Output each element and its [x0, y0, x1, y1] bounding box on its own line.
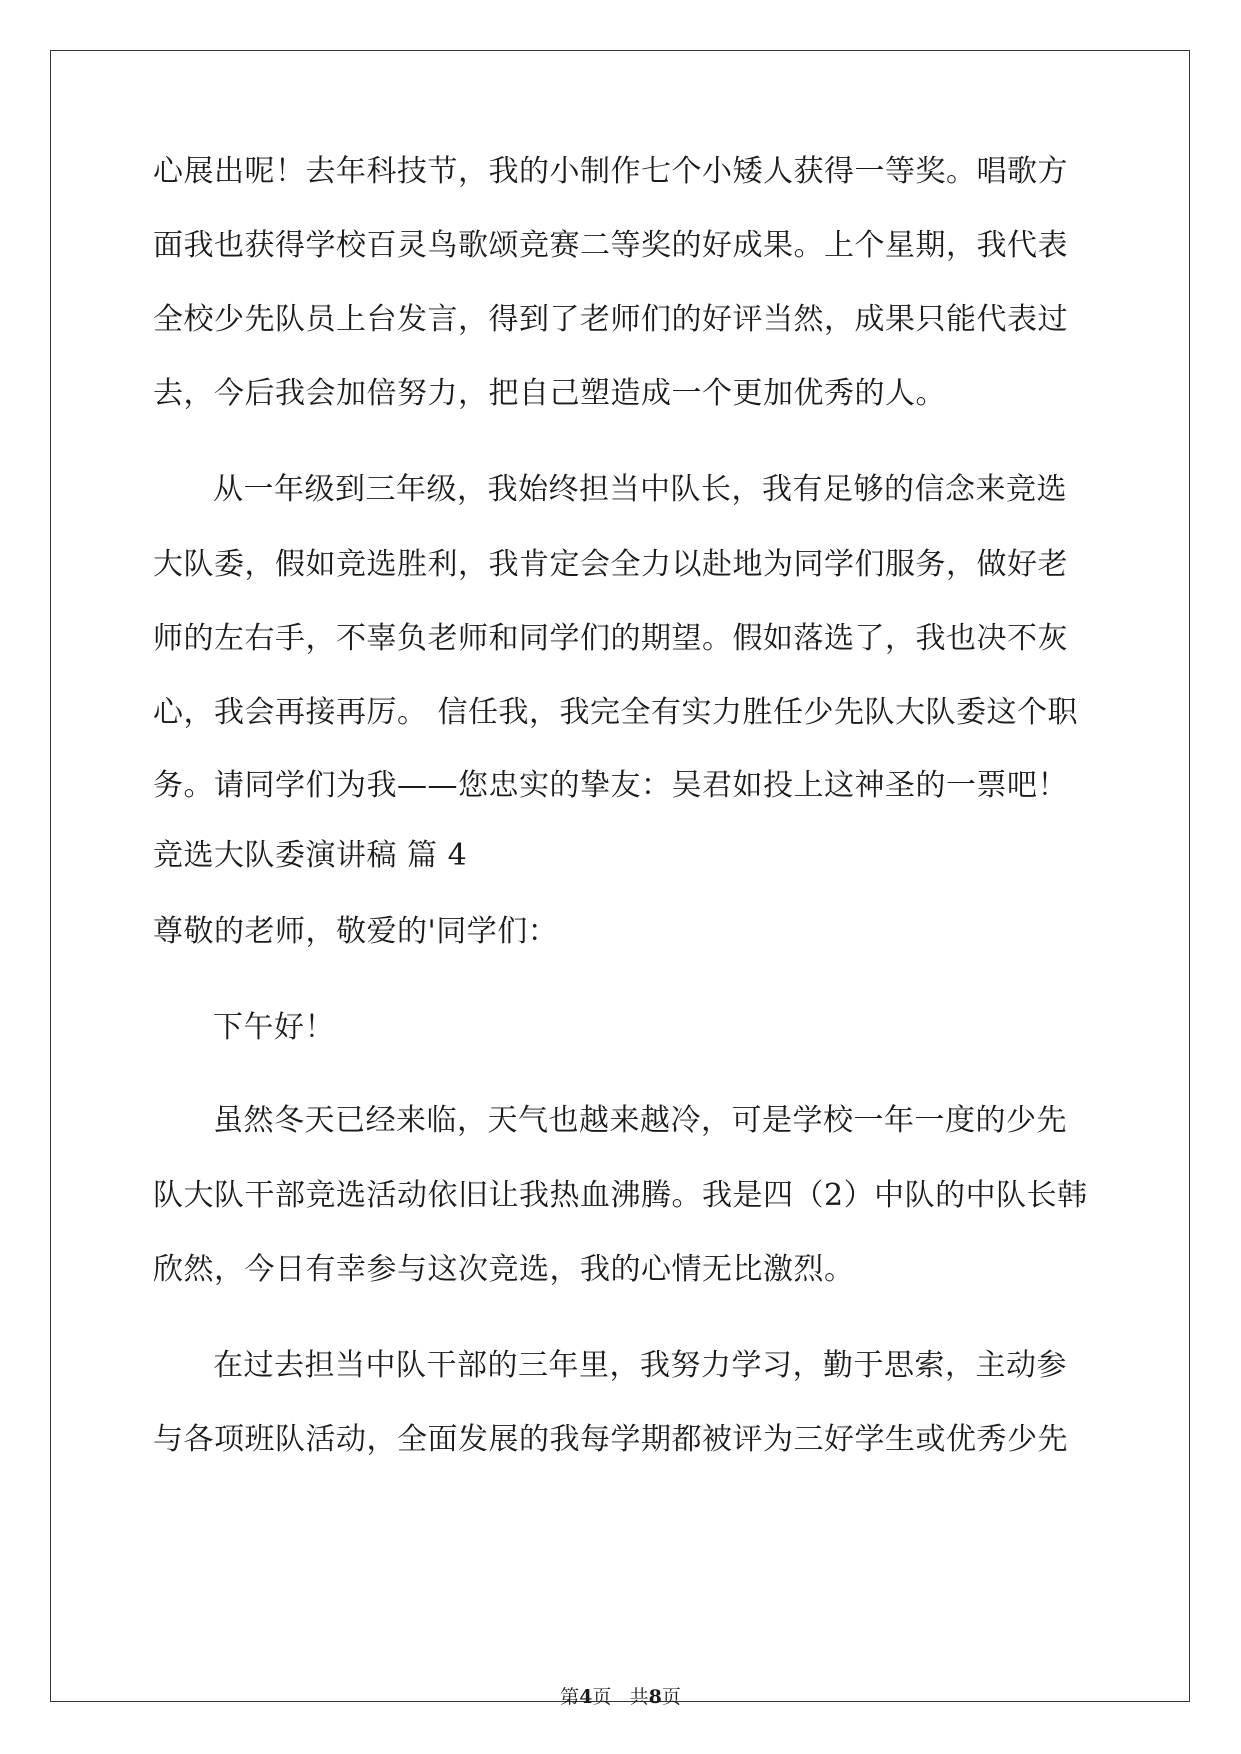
paragraph-line: 从一年级到三年级，我始终担当中队长，我有足够的信念来竞选 [213, 472, 1067, 507]
footer-total-prefix: 共 [629, 1686, 649, 1708]
paragraph-line: 心，我会再接再厉。 信任我，我完全有实力胜任少先队大队委这个职 [153, 695, 1079, 730]
footer-page-number: 4 [579, 1686, 593, 1708]
paragraph-line: 面我也获得学校百灵鸟歌颂竞赛二等奖的好成果。上个星期，我代表 [153, 228, 1068, 263]
footer-total-pages: 8 [648, 1686, 662, 1708]
paragraph-line: 师的左右手，不辜负老师和同学们的期望。假如落选了，我也决不灰 [153, 621, 1068, 656]
salutation: 尊敬的老师，敬爱的'同学们： [153, 914, 559, 949]
footer-page-suffix: 页 [592, 1686, 612, 1708]
paragraph-line: 心展出呢！去年科技节，我的小制作七个小矮人获得一等奖。唱歌方 [153, 154, 1068, 189]
paragraph-line: 去，今后我会加倍努力，把自己塑造成一个更加优秀的人。 [153, 376, 946, 411]
paragraph-line: 大队委，假如竞选胜利，我肯定会全力以赴地为同学们服务，做好老 [153, 547, 1068, 582]
paragraph-line: 在过去担当中队干部的三年里，我努力学习，勤于思索，主动参 [213, 1348, 1067, 1383]
paragraph-line: 队大队干部竞选活动依旧让我热血沸腾。我是四（2）中队的中队长韩 [153, 1178, 1088, 1213]
paragraph-line: 欣然，今日有幸参与这次竞选，我的心情无比激烈。 [153, 1252, 855, 1287]
paragraph-line: 虽然冬天已经来临，天气也越来越冷，可是学校一年一度的少先 [213, 1103, 1067, 1138]
paragraph-line: 与各项班队活动，全面发展的我每学期都被评为三好学生或优秀少先 [153, 1422, 1068, 1457]
page-footer [0, 1685, 1241, 1709]
paragraph-line: 务。请同学们为我——您忠实的挚友：吴君如投上这神圣的一票吧！ [153, 768, 1068, 803]
footer-total-suffix: 页 [661, 1686, 681, 1708]
greeting: 下午好！ [213, 1010, 335, 1045]
paragraph-line: 全校少先队员上台发言，得到了老师们的好评当然，成果只能代表过 [153, 302, 1068, 337]
section-heading: 竞选大队委演讲稿 篇 4 [153, 838, 468, 873]
footer-prefix: 第 [560, 1686, 580, 1708]
